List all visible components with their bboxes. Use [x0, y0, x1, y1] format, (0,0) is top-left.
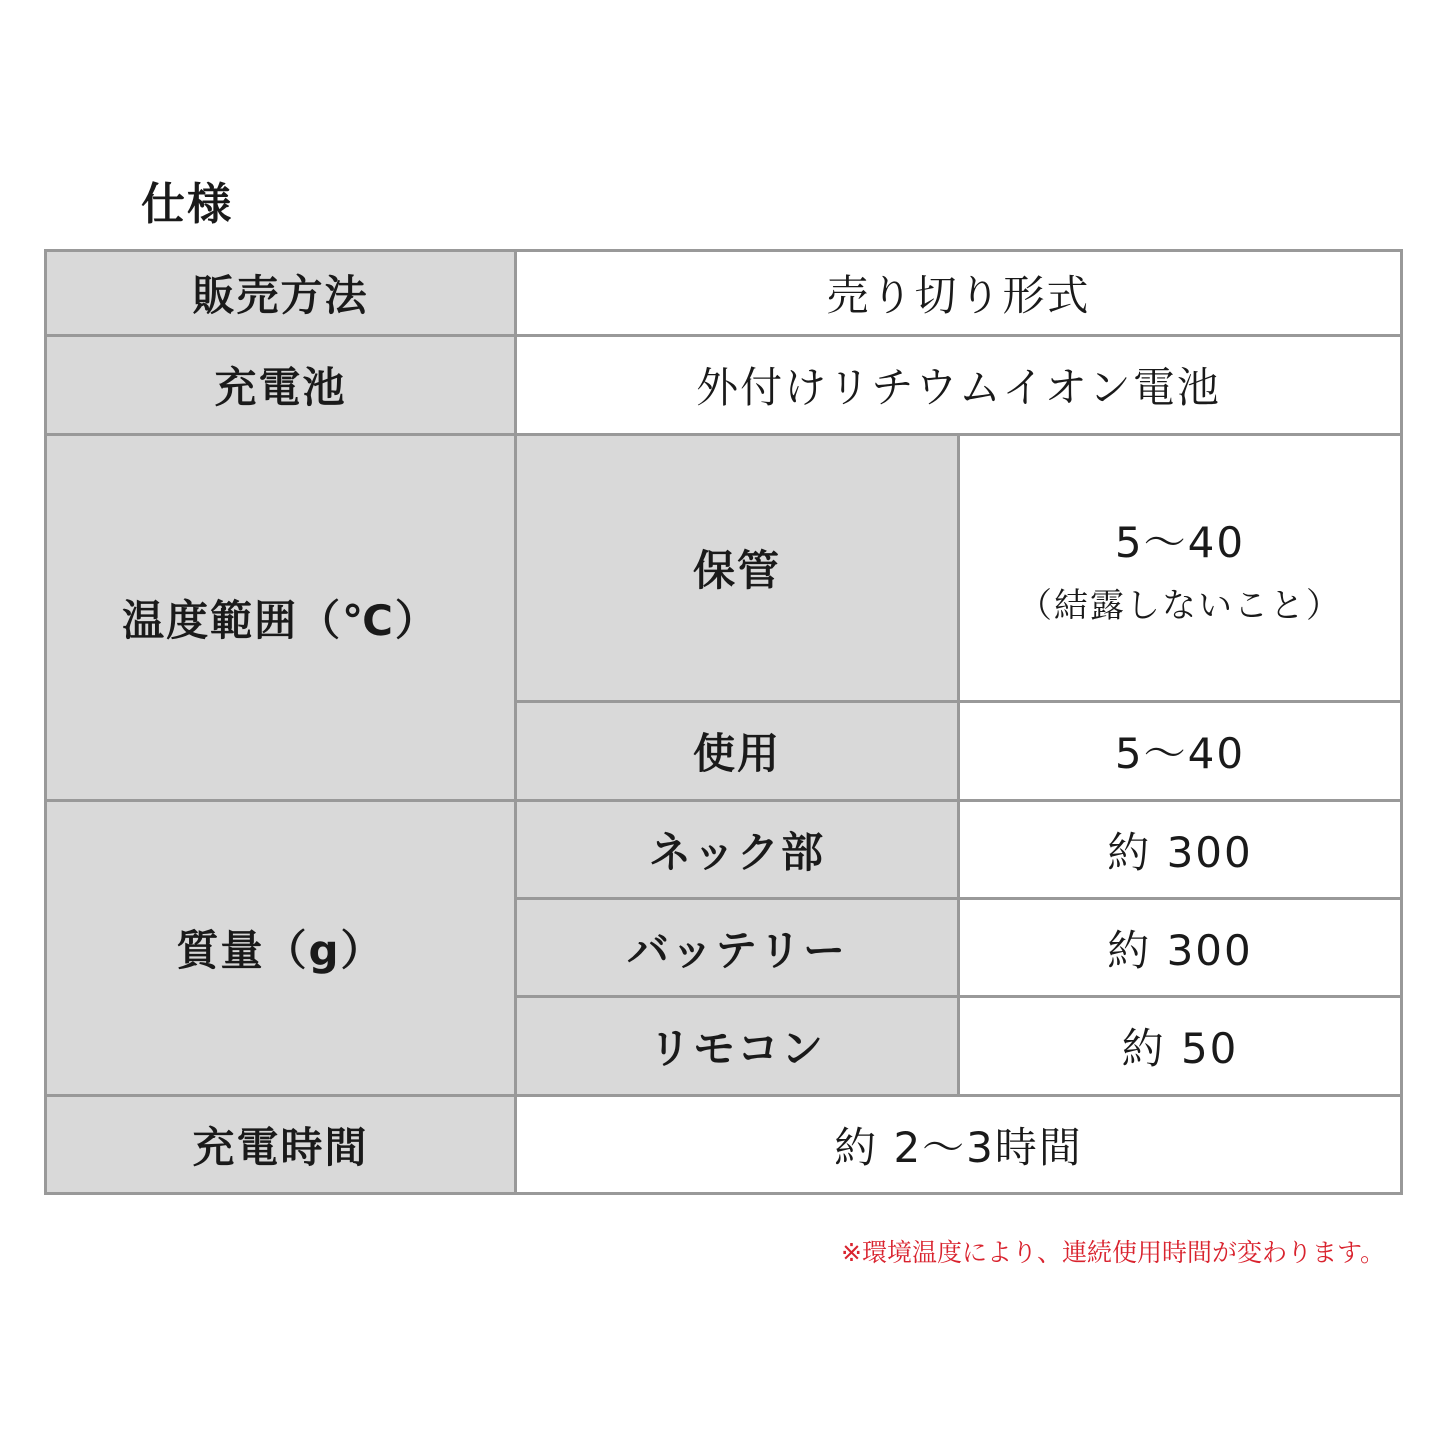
table-row-temperature-storage — [46, 435, 1402, 702]
battery-type-value: 外付けリチウムイオン電池 — [516, 336, 1402, 435]
storage-value-cell — [959, 435, 1402, 702]
charge-time-label: 充電時間 — [46, 1096, 516, 1194]
use-label: 使用 — [516, 702, 959, 801]
battery-mass-value: 約 300 — [959, 899, 1402, 997]
battery-mass-label: バッテリー — [516, 899, 959, 997]
remote-label: リモコン — [516, 997, 959, 1096]
spec-table — [44, 249, 1403, 1195]
charge-time-value: 約 2～3時間 — [516, 1096, 1402, 1194]
mass-label: 質量（g） — [46, 801, 516, 1096]
neck-value: 約 300 — [959, 801, 1402, 899]
storage-label: 保管 — [516, 435, 959, 702]
table-row-battery-type — [46, 336, 1402, 435]
use-value: 5～40 — [959, 702, 1402, 801]
table-row-mass-neck — [46, 801, 1402, 899]
table-row-charge-time — [46, 1096, 1402, 1194]
storage-note: （結露しないこと） — [1018, 585, 1342, 626]
temperature-label: 温度範囲（℃） — [46, 435, 516, 801]
storage-value: 5～40 — [1114, 517, 1246, 567]
neck-label: ネック部 — [516, 801, 959, 899]
sales-label: 販売方法 — [46, 251, 516, 336]
remote-value: 約 50 — [959, 997, 1402, 1096]
footnote: ※環境温度により、連続使用時間が変わります。 — [841, 1238, 1385, 1267]
battery-type-label: 充電池 — [46, 336, 516, 435]
table-row-sales — [46, 251, 1402, 336]
page-title: 仕様 — [141, 179, 233, 230]
sales-value: 売り切り形式 — [516, 251, 1402, 336]
